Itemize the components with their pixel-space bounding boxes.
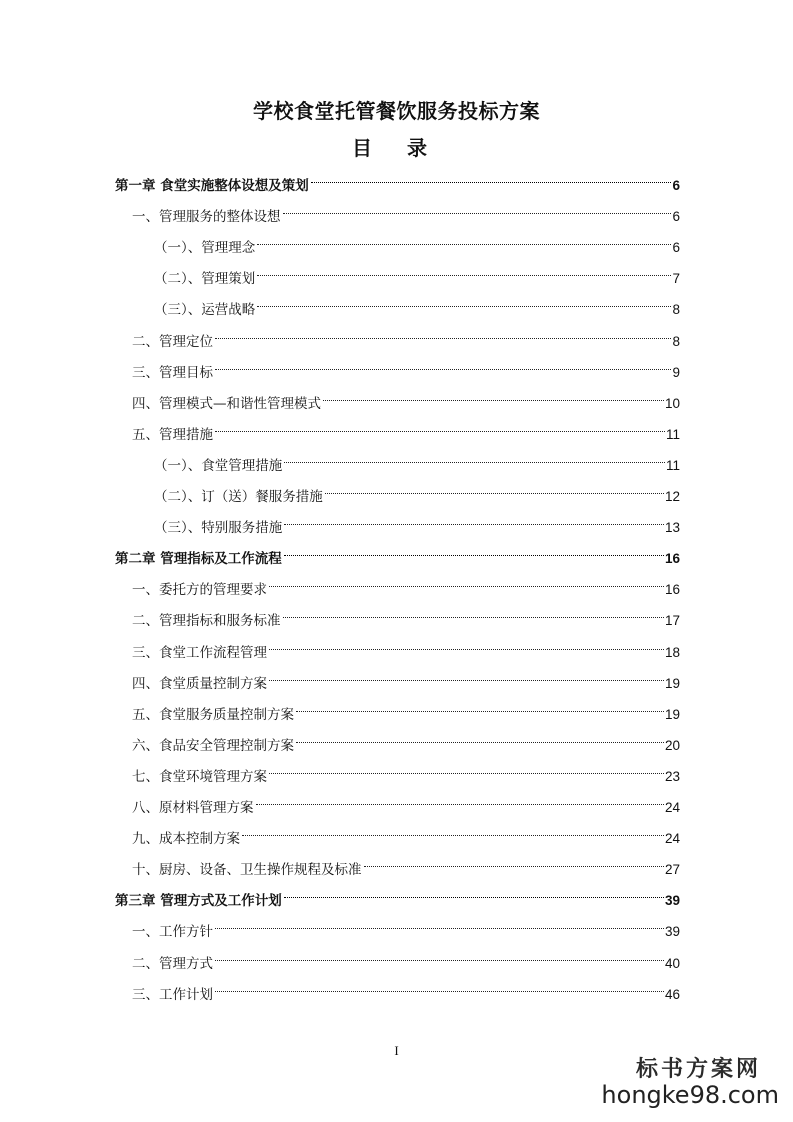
toc-dot-leader — [284, 881, 664, 905]
document-title: 学校食堂托管餐饮服务投标方案 — [253, 99, 540, 123]
toc-entry-page: 6 — [672, 178, 680, 193]
toc-entry-label: 九、成本控制方案 — [132, 831, 240, 848]
toc-entry-label: 三、食堂工作流程管理 — [132, 644, 267, 661]
toc-entry[interactable] — [132, 570, 680, 599]
toc-dot-leader — [215, 912, 664, 936]
toc-dot-leader — [269, 664, 664, 688]
toc-dot-leader — [323, 384, 664, 408]
toc-entry[interactable] — [154, 477, 680, 505]
toc-dot-leader — [283, 197, 672, 221]
toc-chapter-entry[interactable] — [115, 881, 680, 910]
toc-entry-label: （二）、订（送）餐服务措施 — [154, 489, 323, 505]
toc-entry-label: （三）、运营战略 — [154, 302, 256, 319]
toc-entry[interactable] — [132, 912, 680, 941]
toc-entry-page: 9 — [672, 364, 680, 380]
toc-entry[interactable] — [132, 726, 680, 754]
toc-dot-leader — [215, 415, 665, 439]
toc-entry-page: 8 — [672, 333, 680, 349]
toc-entry[interactable] — [132, 850, 680, 879]
toc-entry-label: （一）、管理理念 — [154, 240, 256, 257]
toc-entry[interactable] — [132, 975, 680, 1003]
toc-entry[interactable] — [132, 633, 680, 661]
toc-entry[interactable] — [132, 384, 680, 412]
toc-entry-page: 8 — [672, 302, 680, 318]
toc-entry-page: 19 — [664, 675, 680, 691]
toc-entry-page: 16 — [664, 551, 680, 567]
toc-dot-leader — [215, 353, 671, 377]
toc-entry-label: 七、食堂环境管理方案 — [132, 768, 267, 785]
toc-entry-page: 11 — [665, 426, 680, 442]
toc-entry-page: 13 — [664, 520, 680, 536]
toc-entry-label: （一）、食堂管理措施 — [154, 457, 283, 474]
toc-entry[interactable] — [132, 819, 680, 848]
toc-entry-label: （二）、管理策划 — [154, 271, 256, 288]
toc-entry-label: （三）、特别服务措施 — [154, 520, 283, 537]
toc-entry-label: 六、食品安全管理控制方案 — [132, 737, 294, 754]
toc-entry-page: 12 — [664, 489, 680, 504]
toc-dot-leader — [257, 290, 671, 314]
toc-entry-page: 10 — [664, 395, 680, 411]
toc-dot-leader — [242, 819, 664, 843]
toc-entry[interactable] — [132, 695, 680, 723]
toc-entry-label: 一、工作方针 — [132, 924, 213, 941]
toc-entry-page: 16 — [664, 582, 680, 598]
toc-dot-leader — [257, 259, 671, 283]
toc-entry[interactable] — [132, 788, 680, 816]
toc-entry-label: 二、管理定位 — [132, 333, 213, 350]
toc-entry-label: 十、厨房、设备、卫生操作规程及标准 — [132, 862, 362, 879]
toc-entry[interactable] — [154, 259, 680, 288]
toc-entry[interactable] — [132, 944, 680, 972]
toc-entry-label: 三、工作计划 — [132, 986, 213, 1003]
page-number: I — [394, 1043, 399, 1058]
toc-entry-page: 17 — [664, 613, 680, 629]
toc-dot-leader — [284, 446, 665, 470]
toc-entry-label: 一、委托方的管理要求 — [132, 582, 267, 599]
watermark — [601, 1056, 779, 1108]
toc-entry[interactable] — [132, 757, 680, 785]
toc-dot-leader — [256, 788, 664, 812]
toc-entry-page: 39 — [664, 893, 680, 909]
toc-entry-label: 八、原材料管理方案 — [132, 800, 254, 816]
toc-entry-page: 6 — [672, 240, 680, 256]
toc-entry[interactable] — [154, 228, 680, 257]
toc-entry[interactable] — [132, 322, 680, 350]
toc-dot-leader — [284, 539, 664, 563]
toc-entry-label: 第一章 食堂实施整体设想及策划 — [115, 178, 309, 194]
toc-entry-page: 18 — [664, 644, 680, 660]
toc-chapter-entry[interactable] — [115, 539, 680, 568]
toc-entry[interactable] — [132, 415, 680, 443]
toc-entry-label: 四、食堂质量控制方案 — [132, 675, 267, 692]
toc-dot-leader — [284, 508, 664, 532]
toc-entry-page: 40 — [664, 955, 680, 971]
toc-entry-label: 二、管理方式 — [132, 955, 213, 972]
toc-entry-label: 二、管理指标和服务标准 — [132, 613, 281, 630]
toc-dot-leader — [364, 850, 664, 874]
toc-entry-page: 24 — [664, 831, 680, 847]
toc-entry[interactable] — [154, 508, 680, 537]
toc-dot-leader — [269, 757, 664, 781]
toc-entry-page: 19 — [664, 706, 680, 722]
toc-entry-page: 6 — [672, 209, 680, 225]
toc-entry-page: 39 — [664, 924, 680, 940]
watermark-url: hongke98.com — [601, 1081, 779, 1109]
toc-dot-leader — [269, 570, 664, 594]
toc-entry-page: 24 — [664, 800, 680, 815]
toc-entry-label: 四、管理模式—和谐性管理模式 — [132, 395, 321, 412]
toc-entry[interactable] — [132, 601, 680, 630]
toc-entry-label: 五、管理措施 — [132, 426, 213, 443]
toc-dot-leader — [325, 477, 664, 501]
toc-entry-page: 20 — [664, 737, 680, 753]
toc-entry-label: 五、食堂服务质量控制方案 — [132, 706, 294, 723]
toc-dot-leader — [215, 944, 664, 968]
toc-entry-label: 第三章 管理方式及工作计划 — [115, 893, 282, 910]
toc-dot-leader — [215, 322, 671, 346]
toc-dot-leader — [269, 633, 664, 657]
toc-dot-leader — [283, 601, 664, 625]
toc-dot-leader — [296, 695, 664, 719]
toc-entry-page: 11 — [665, 457, 680, 473]
toc-dot-leader — [257, 228, 671, 252]
toc-chapter-entry[interactable] — [115, 166, 680, 194]
toc-entry[interactable] — [132, 197, 680, 226]
toc-entry-page: 46 — [664, 986, 680, 1002]
toc-entry[interactable] — [132, 664, 680, 692]
toc-entry-page: 23 — [664, 768, 680, 784]
toc-entry-label: 三、管理目标 — [132, 364, 213, 381]
toc-dot-leader — [296, 726, 664, 750]
toc-entry[interactable] — [154, 446, 680, 474]
toc-entry-label: 一、管理服务的整体设想 — [132, 209, 281, 226]
toc-dot-leader — [311, 166, 672, 190]
toc-heading: 目 录 — [352, 136, 441, 160]
toc-entry-page: 7 — [672, 271, 680, 287]
toc-entry[interactable] — [132, 353, 680, 381]
toc-entry-label: 第二章 管理指标及工作流程 — [115, 551, 282, 568]
toc-dot-leader — [215, 975, 664, 999]
toc-entry-page: 27 — [664, 862, 680, 878]
watermark-site-name: 标书方案网 — [635, 1056, 761, 1082]
toc-entry[interactable] — [154, 290, 680, 319]
